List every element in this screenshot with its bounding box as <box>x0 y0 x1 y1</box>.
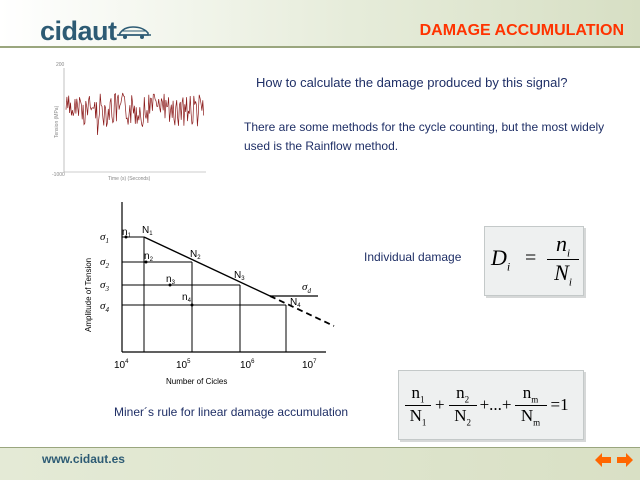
miner-term-m: $\frac{n_m}{N_m}$ <box>515 383 547 427</box>
signal-x-label: Time (s) (Seconds) <box>108 176 151 182</box>
signal-y-bottom-tick: -1000 <box>52 172 65 178</box>
sigma-3-label: $\sigma_3$ <box>100 279 109 293</box>
signal-plot <box>50 60 210 182</box>
signal-trace <box>66 93 204 135</box>
miner-rule-formula <box>398 370 584 440</box>
individual-damage-formula <box>484 226 584 296</box>
x-tick-1e7: $10^7$ <box>302 359 317 371</box>
n3-label: $n_3$ <box>166 274 175 286</box>
sn-curve-extension <box>270 296 334 326</box>
individual-damage-label: Individual damage <box>364 250 462 264</box>
miner-term-1: $\frac{n_1}{N_1}$ <box>405 383 431 427</box>
sn-x-label: Number of Cicles <box>166 377 228 386</box>
n1-label: $n_1$ <box>122 227 131 239</box>
formula-lhs: $D_i$ <box>491 245 511 274</box>
n4-label: $n_4$ <box>182 292 191 304</box>
N4-label: $N_4$ <box>290 297 301 309</box>
formula-equals: = <box>525 247 537 269</box>
question-text: How to calculate the damage produced by this signal? <box>256 75 568 90</box>
sigma-4-label: $\sigma_4$ <box>100 300 109 314</box>
sigma-d-label: $\sigma_d$ <box>302 281 311 295</box>
signal-y-top-tick: 200 <box>56 62 65 68</box>
N1-label: $N_1$ <box>142 225 153 237</box>
methods-text: There are some methods for the cycle counting, but the most widely used is the Rainflow method. <box>244 120 605 153</box>
x-tick-1e5: $10^5$ <box>176 359 191 371</box>
x-tick-1e4: $10^4$ <box>114 359 129 371</box>
sn-y-label: Amplitude of Tension <box>84 257 93 332</box>
signal-y-label: Tension (MPa) <box>54 105 60 138</box>
formula-fraction: $n_i$ $N_i$ <box>547 231 579 289</box>
miner-plus: + <box>435 395 445 414</box>
x-tick-1e6: $10^6$ <box>240 359 255 371</box>
sigma-2-label: $\sigma_2$ <box>100 256 109 270</box>
signal-line <box>66 93 204 135</box>
miner-term-2: $\frac{n_2}{N_2}$ <box>449 383 477 427</box>
N3-label: $N_3$ <box>234 270 245 282</box>
miner-rhs: =1 <box>550 395 569 414</box>
sn-curve <box>144 237 270 296</box>
miner-rule-label: Miner´s rule for linear damage accumulation <box>114 405 349 419</box>
right-arrow-icon[interactable] <box>616 452 634 468</box>
N2-label: $N_2$ <box>190 249 201 261</box>
car-icon <box>117 24 151 40</box>
left-arrow-icon[interactable] <box>594 452 612 468</box>
n2-label: $n_2$ <box>144 251 153 263</box>
sigma-1-label: $\sigma_1$ <box>100 231 109 245</box>
website-link[interactable]: www.cidaut.es <box>42 452 125 466</box>
miner-ellipsis: +...+ <box>479 395 512 414</box>
n4-point <box>191 304 194 307</box>
slide-title: DAMAGE ACCUMULATION <box>419 22 624 39</box>
sn-diagram <box>80 192 340 392</box>
cidaut-logo: cidaut <box>40 16 117 46</box>
